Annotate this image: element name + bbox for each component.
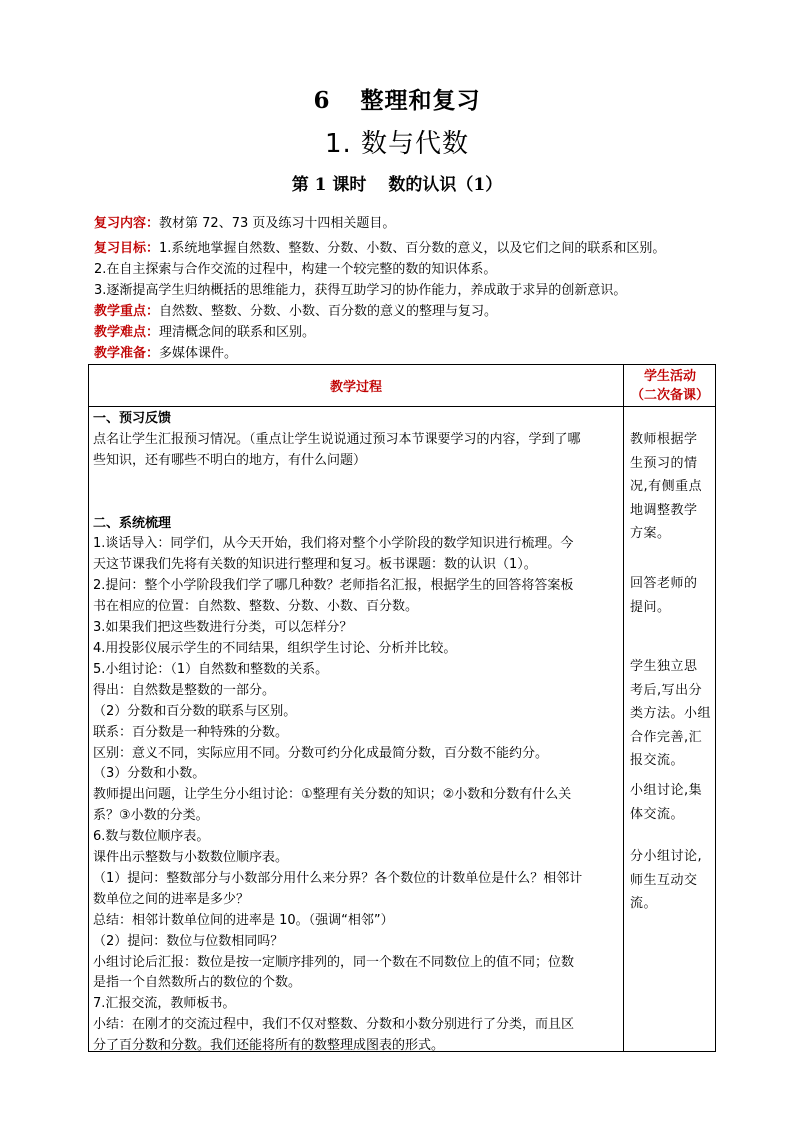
activity-line: 况,有侧重点	[630, 479, 703, 494]
activity-line: 合作完善,汇	[630, 729, 703, 745]
process-line: （1）提问：整数部分与小数部分用什么来分界？各个数位的计数单位是什么？相邻计	[93, 870, 583, 886]
process-line: 分了百分数和分数。我们还能将所有的数整理成图表的形式。	[93, 1038, 445, 1054]
review-goal-1: 1.系统地掌握自然数、整数、分数、小数、百分数的意义，以及它们之间的联系和区别。	[159, 241, 666, 256]
student-activity-1	[630, 428, 714, 546]
process-line: 7.汇报交流，教师板书。	[93, 996, 236, 1012]
process-line: 3.如果我们把这些数进行分类，可以怎样分？	[93, 620, 353, 636]
process-line: 天这节课我们先将有关数的知识进行整理和复习。板书课题：数的认识（1）。	[93, 557, 537, 573]
process-line: 5.小组讨论：（1）自然数和整数的关系。	[93, 661, 329, 677]
process-line: 1.谈话导入：同学们，从今天开始，我们将对整个小学阶段的数学知识进行梳理。今	[93, 536, 574, 552]
process-line: 4.用投影仪展示学生的不同结果，组织学生讨论、分析并比较。	[93, 640, 457, 656]
process-line: 小组讨论后汇报：数位是按一定顺序排列的，同一个数在不同数位上的值不同；位数	[93, 954, 575, 970]
activity-line: 方案。	[630, 526, 671, 541]
header-divider	[89, 406, 715, 407]
process-line: （2）提问：数位与位数相同吗？	[93, 933, 284, 949]
process-line: 2.提问：整个小学阶段我们学了哪几种数？老师指名汇报，根据学生的回答将答案板	[93, 578, 574, 594]
teaching-key	[94, 302, 734, 322]
header-second-prep-label: （二次备课）	[630, 387, 709, 403]
process-line: 系？③小数的分类。	[93, 808, 209, 824]
process-line: 得出：自然数是整数的一部分。	[93, 682, 276, 698]
review-content-text: 教材第 72、73 页及练习十四相关题目。	[159, 216, 396, 231]
activity-line: 分小组讨论,	[630, 849, 703, 864]
column-divider	[623, 365, 624, 1051]
student-activity-5	[630, 845, 714, 916]
student-activity-4	[630, 779, 714, 826]
activity-line: 小组讨论,集	[630, 783, 703, 798]
lesson-table	[88, 364, 716, 1052]
activity-line: 学生独立思	[630, 659, 698, 674]
review-goals	[94, 239, 734, 259]
chapter-number: 6	[313, 87, 331, 114]
header-student-activity-label: 学生活动	[643, 368, 696, 384]
teaching-prep	[94, 344, 734, 364]
process-line: 书在相应的位置：自然数、整数、分数、小数、百分数。	[93, 599, 419, 615]
review-content-label: 复习内容：	[94, 216, 160, 231]
activity-line: 考后,写出分	[630, 682, 703, 698]
activity-line: 教师根据学	[630, 432, 698, 447]
review-goals-label: 复习目标：	[94, 241, 160, 256]
header-student-activity	[624, 365, 716, 406]
section-heading: 二、系统梳理	[93, 515, 172, 531]
process-line: 是指一个自然数所占的数位的个数。	[93, 975, 302, 991]
review-content	[94, 214, 734, 234]
lesson-name: 数的认识（1）	[388, 175, 503, 195]
teaching-key-label: 教学重点：	[94, 304, 160, 319]
header-teaching-process: 教学过程	[329, 380, 382, 395]
chapter-title	[0, 82, 794, 115]
process-line: 数单位之间的进率是多少？	[93, 891, 250, 907]
teaching-prep-text: 多媒体课件。	[159, 346, 238, 361]
process-line: 小结：在刚才的交流过程中，我们不仅对整数、分数和小数分别进行了分类，而且区	[93, 1017, 575, 1033]
activity-line: 体交流。	[630, 806, 685, 822]
process-line: 联系：百分数是一种特殊的分数。	[93, 724, 289, 740]
activity-line: 报交流。	[630, 753, 685, 768]
process-line: 些知识，还有哪些不明白的地方，有什么问题）	[93, 452, 367, 468]
activity-line: 类方法。小组	[630, 706, 712, 721]
process-line: （3）分数和小数。	[93, 766, 206, 782]
section-heading: 一、预习反馈	[93, 411, 172, 426]
lesson-number: 第 1 课时	[291, 175, 367, 195]
process-line: 6.数与数位顺序表。	[93, 829, 210, 845]
teaching-difficulty-text: 理清概念间的联系和区别。	[159, 325, 316, 340]
review-goal-2: 2.在自主探索与合作交流的过程中，构建一个较完整的数的知识体系。	[94, 262, 497, 277]
process-line: （2）分数和百分数的联系与区别。	[93, 703, 297, 719]
teaching-key-text: 自然数、整数、分数、小数、百分数的意义的整理与复习。	[159, 304, 498, 319]
activity-line: 流。	[630, 896, 658, 911]
teaching-difficulty-label: 教学难点：	[94, 325, 160, 340]
chapter-name: 整理和复习	[360, 87, 481, 114]
student-activity-3	[630, 655, 714, 773]
process-line: 区别：意义不同，实际应用不同。分数可约分化成最简分数，百分数不能约分。	[93, 745, 549, 761]
process-line: 点名让学生汇报预习情况。（重点让学生说说通过预习本节课要学习的内容，学到了哪	[93, 431, 581, 447]
activity-line: 师生互动交	[630, 872, 698, 888]
review-goal-3: 3.逐渐提高学生归纳概括的思维能力，获得互助学习的协作能力，养成敢于求异的创新意识。	[94, 283, 627, 298]
teaching-difficulty	[94, 323, 734, 343]
student-activity-2	[630, 572, 714, 619]
blank-line	[93, 472, 619, 493]
activity-line: 生预习的情	[630, 455, 698, 471]
lesson-title	[0, 170, 794, 195]
activity-line: 地调整教学	[630, 502, 698, 518]
process-line: 课件出示整数与小数数位顺序表。	[93, 850, 289, 866]
section-title: 1. 数与代数	[324, 129, 470, 159]
teaching-prep-label: 教学准备：	[94, 346, 160, 361]
activity-line: 提问。	[630, 599, 671, 615]
teaching-process-body	[93, 409, 619, 1057]
blank-line	[93, 493, 619, 514]
process-line: 教师提出问题，让学生分小组讨论：①整理有关分数的知识；②小数和分数有什么关	[93, 787, 572, 803]
process-line: 总结：相邻计数单位间的进率是 10。（强调“相邻”）	[93, 912, 394, 928]
activity-line: 回答老师的	[630, 576, 698, 591]
